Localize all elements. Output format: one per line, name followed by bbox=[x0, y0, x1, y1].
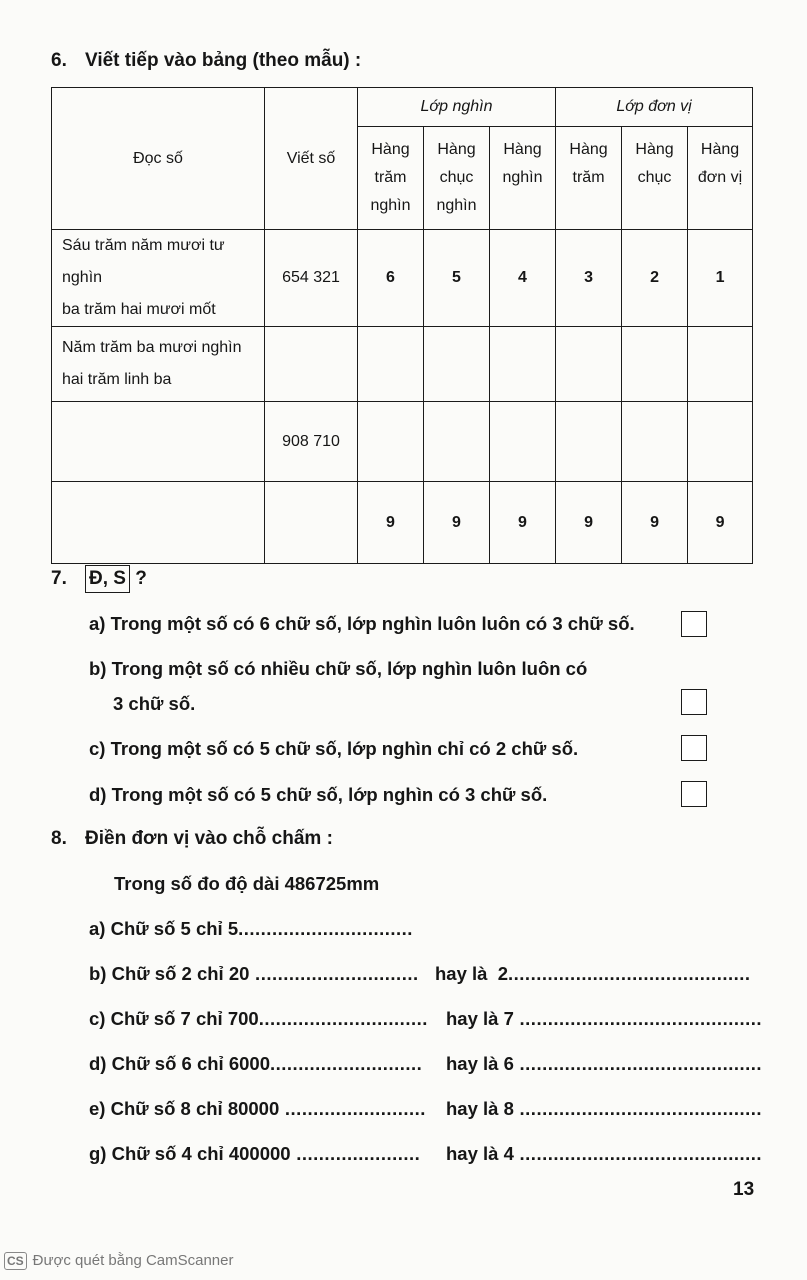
digit-cell: 5 bbox=[424, 230, 490, 327]
blank-dots[interactable]: ........................... bbox=[270, 1053, 423, 1074]
fill-item-d: d) Chữ số 6 chỉ 6000........................... bbox=[89, 1053, 423, 1074]
question-number: 8. bbox=[51, 828, 67, 849]
digit-cell[interactable] bbox=[556, 402, 622, 482]
header-hang-chuc-nghin: Hàng chục nghìn bbox=[424, 127, 490, 230]
read-cell: Năm trăm ba mươi nghìn hai trăm linh ba bbox=[52, 327, 265, 402]
statement-c: c) Trong một số có 5 chữ số, lớp nghìn chỉ có 2 chữ số. bbox=[89, 738, 579, 759]
digit-cell: 9 bbox=[424, 482, 490, 564]
digit-cell: 9 bbox=[358, 482, 424, 564]
digit-cell: 4 bbox=[490, 230, 556, 327]
digit-cell[interactable] bbox=[490, 402, 556, 482]
digit-cell[interactable] bbox=[556, 327, 622, 402]
blank-dots[interactable]: ...................... bbox=[290, 1143, 421, 1164]
fill-item-g-tail: hay là 4 ........................................... bbox=[446, 1143, 763, 1164]
statement-a: a) Trong một số có 6 chữ số, lớp nghìn luôn luôn có 3 chữ số. bbox=[89, 613, 635, 634]
question-8-heading bbox=[51, 828, 333, 850]
header-lop-nghin: Lớp nghìn bbox=[358, 88, 556, 127]
header-doc-so: Đọc số bbox=[52, 88, 265, 230]
question-title: Viết tiếp vào bảng (theo mẫu) : bbox=[85, 50, 362, 71]
digit-cell[interactable] bbox=[622, 402, 688, 482]
answer-box-d[interactable] bbox=[681, 781, 707, 807]
written-cell: 654 321 bbox=[265, 230, 358, 327]
blank-dots[interactable]: ........................................... bbox=[513, 1053, 763, 1074]
digit-cell: 3 bbox=[556, 230, 622, 327]
fill-item-b-tail: hay là 2........................................... bbox=[435, 963, 751, 984]
fill-item-b: b) Chữ số 2 chỉ 20 ............................. bbox=[89, 963, 419, 984]
statement-d: d) Trong một số có 5 chữ số, lớp nghìn có 3 chữ số. bbox=[89, 784, 548, 805]
fill-item-e: e) Chữ số 8 chỉ 80000 ......................... bbox=[89, 1098, 426, 1119]
header-hang-don-vi: Hàng đơn vị bbox=[688, 127, 753, 230]
camscanner-logo-icon: CS bbox=[4, 1252, 27, 1270]
measurement-intro: Trong số đo độ dài 486725mm bbox=[114, 873, 380, 894]
page-number: 13 bbox=[733, 1179, 755, 1200]
table-row bbox=[52, 327, 753, 402]
read-cell[interactable] bbox=[52, 402, 265, 482]
blank-dots[interactable]: ............................. bbox=[249, 963, 419, 984]
digit-cell: 9 bbox=[688, 482, 753, 564]
statement-b: b) Trong một số có nhiều chữ số, lớp nghìn luôn luôn có bbox=[89, 658, 588, 679]
digit-cell[interactable] bbox=[688, 402, 753, 482]
fill-item-c-tail: hay là 7 ........................................... bbox=[446, 1008, 763, 1029]
blank-dots[interactable]: ........................................... bbox=[513, 1008, 763, 1029]
digit-cell[interactable] bbox=[622, 327, 688, 402]
fill-item-g: g) Chữ số 4 chỉ 400000 ...................... bbox=[89, 1143, 421, 1164]
answer-box-c[interactable] bbox=[681, 735, 707, 761]
table-row bbox=[52, 230, 753, 327]
digit-cell: 1 bbox=[688, 230, 753, 327]
scanner-watermark bbox=[4, 1252, 234, 1270]
digit-cell: 6 bbox=[358, 230, 424, 327]
question-6-heading bbox=[51, 50, 361, 72]
answer-box-b[interactable] bbox=[681, 689, 707, 715]
table-row bbox=[52, 482, 753, 564]
blank-dots[interactable]: .............................. bbox=[258, 1008, 428, 1029]
question-number: 6. bbox=[51, 50, 67, 71]
digit-cell[interactable] bbox=[490, 327, 556, 402]
digit-cell[interactable] bbox=[424, 402, 490, 482]
digit-cell: 2 bbox=[622, 230, 688, 327]
blank-dots[interactable]: ............................... bbox=[238, 918, 413, 939]
blank-dots[interactable]: ........................................... bbox=[513, 1098, 763, 1119]
digit-cell[interactable] bbox=[424, 327, 490, 402]
fill-item-a: a) Chữ số 5 chỉ 5............................... bbox=[89, 918, 413, 939]
digit-cell[interactable] bbox=[688, 327, 753, 402]
written-cell: 908 710 bbox=[265, 402, 358, 482]
written-cell[interactable] bbox=[265, 482, 358, 564]
true-false-label-box: Đ, S bbox=[85, 565, 130, 593]
header-lop-don-vi: Lớp đơn vị bbox=[556, 88, 753, 127]
digit-cell: 9 bbox=[622, 482, 688, 564]
watermark-text: Được quét bằng CamScanner bbox=[32, 1252, 234, 1269]
answer-box-a[interactable] bbox=[681, 611, 707, 637]
header-hang-chuc: Hàng chục bbox=[622, 127, 688, 230]
read-cell: Sáu trăm năm mươi tư nghìn ba trăm hai mươi mốt bbox=[52, 230, 265, 327]
fill-item-d-tail: hay là 6 ........................................... bbox=[446, 1053, 763, 1074]
header-hang-tram-nghin: Hàng trăm nghìn bbox=[358, 127, 424, 230]
header-hang-tram: Hàng trăm bbox=[556, 127, 622, 230]
question-title: Điền đơn vị vào chỗ chấm : bbox=[85, 828, 333, 849]
question-suffix: ? bbox=[135, 568, 147, 589]
digit-cell[interactable] bbox=[358, 402, 424, 482]
fill-item-c: c) Chữ số 7 chỉ 700.............................. bbox=[89, 1008, 428, 1029]
table-row bbox=[52, 402, 753, 482]
digit-cell: 9 bbox=[490, 482, 556, 564]
fill-item-e-tail: hay là 8 ........................................... bbox=[446, 1098, 763, 1119]
question-7-heading bbox=[51, 565, 147, 593]
statement-b-continuation: 3 chữ số. bbox=[113, 693, 196, 714]
place-value-table bbox=[51, 87, 753, 564]
blank-dots[interactable]: ......................... bbox=[279, 1098, 426, 1119]
digit-cell[interactable] bbox=[358, 327, 424, 402]
header-viet-so: Viết số bbox=[265, 88, 358, 230]
header-hang-nghin: Hàng nghìn bbox=[490, 127, 556, 230]
digit-cell: 9 bbox=[556, 482, 622, 564]
blank-dots[interactable]: ........................................... bbox=[508, 963, 751, 984]
question-number: 7. bbox=[51, 568, 67, 589]
read-cell[interactable] bbox=[52, 482, 265, 564]
blank-dots[interactable]: ........................................... bbox=[513, 1143, 763, 1164]
written-cell[interactable] bbox=[265, 327, 358, 402]
